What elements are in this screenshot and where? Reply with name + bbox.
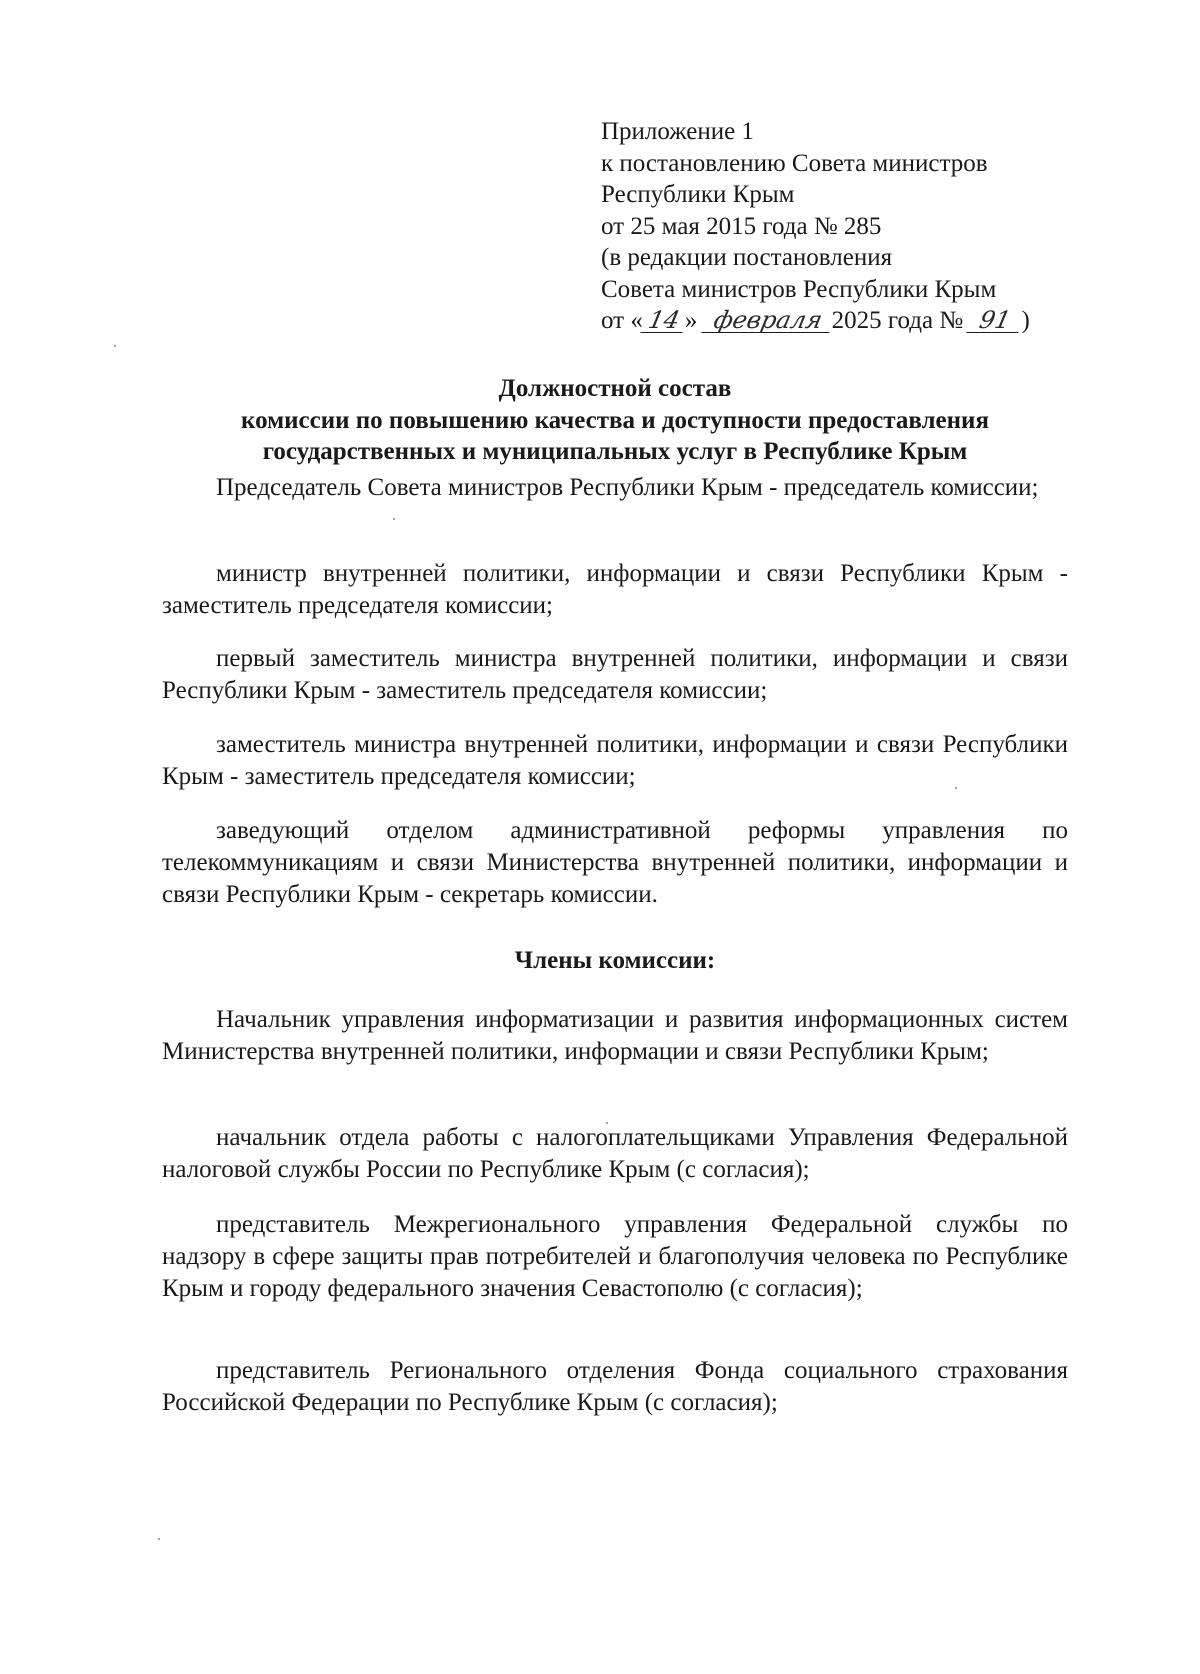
document-title: [160, 373, 1070, 468]
annex-date-prefix: от «: [601, 307, 643, 334]
leadership-paragraph: первый заместитель министра внутренней политики, информации и связи Республики Крым - заместитель председателя комиссии;: [162, 645, 1068, 704]
title-line: комиссии по повышению качества и доступности предоставления: [241, 406, 989, 434]
handwritten-day: 14: [640, 308, 687, 333]
annex-date-quote: »: [684, 307, 698, 334]
annex-line: от 25 мая 2015 года № 285: [601, 212, 882, 240]
annex-date-line: [601, 305, 1081, 337]
title-line: государственных и муниципальных услуг в Республике Крым: [262, 438, 968, 465]
leadership-paragraph: Председатель Совета министров Республики Крым - председатель комиссии;: [216, 474, 1039, 501]
scan-speck: [158, 1538, 160, 1540]
handwritten-number: 91: [967, 308, 1024, 333]
scan-speck: [114, 345, 116, 347]
annex-date-suffix: ): [1021, 307, 1030, 334]
member-paragraph: начальник отдела работы с налогоплательщиками Управления Федеральной налоговой службы России по Республике Крым (с согласия);: [162, 1124, 1068, 1183]
scan-speck: [393, 518, 395, 520]
annex-line: (в редакции постановления: [601, 244, 893, 271]
member-paragraph: представитель Регионального отделения Фонда социального страхования Российской Федерации по Республике Крым (с согласия);: [162, 1357, 1068, 1416]
annex-date-year: 2025 года №: [831, 307, 964, 334]
members-heading: Члены комиссии:: [514, 947, 716, 974]
annex-line: к постановлению Совета министров: [601, 149, 988, 177]
member-paragraph: представитель Межрегионального управления Федеральной службы по надзору в сфере защиты прав потребителей и благополучия человека по Республике Крым и городу федерального значения Севастополю (с согласия);: [162, 1211, 1068, 1302]
annex-line: Приложение 1: [601, 118, 754, 145]
leadership-paragraph: заместитель министра внутренней политики, информации и связи Республики Крым - заместитель председателя комиссии;: [162, 731, 1068, 790]
title-line: Должностной состав: [498, 375, 732, 402]
scan-speck: [955, 787, 957, 789]
leadership-paragraph: министр внутренней политики, информации и связи Республики Крым - заместитель председателя комиссии;: [162, 560, 1068, 619]
annex-header: [601, 116, 1081, 337]
annex-line: Совета министров Республики Крым: [601, 275, 997, 303]
scan-speck: [606, 1122, 608, 1124]
member-paragraph: Начальник управления информатизации и развития информационных систем Министерства внутренней политики, информации и связи Республики Крым;: [162, 1006, 1068, 1065]
handwritten-month: февраля: [701, 308, 834, 333]
annex-line: Республики Крым: [601, 181, 795, 208]
leadership-paragraph: заведующий отделом административной реформы управления по телекоммуникациям и связи Министерства внутренней политики, информации и связи Республики Крым - секретарь комиссии.: [162, 817, 1068, 908]
